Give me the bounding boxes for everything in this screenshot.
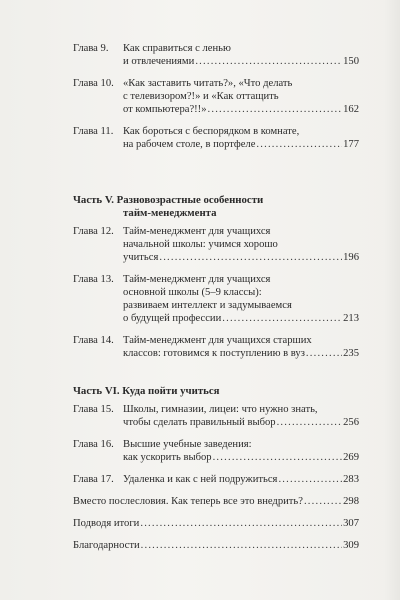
dot-leader (306, 347, 342, 360)
chapter-number: Глава 15. (73, 404, 114, 415)
chapter-title-line: от компьютера?!!» (123, 104, 207, 115)
chapter-title (123, 273, 359, 325)
chapter-title (73, 495, 359, 508)
dot-leader (304, 495, 342, 508)
chapter-title-line: и отвлечениями (123, 56, 195, 67)
chapter-title-last-line (73, 517, 359, 530)
chapter-number: Глава 12. (73, 226, 114, 237)
chapter-title-last-line (123, 251, 359, 264)
chapter-title-line: Как бороться с беспорядком в комнате, (123, 126, 300, 137)
chapter-title-last-line (123, 451, 359, 464)
toc-entry[interactable] (73, 495, 359, 508)
chapter-number: Глава 14. (73, 335, 114, 346)
chapter-title-line: развиваем интеллект и задумываемся (123, 300, 292, 311)
page-number: 235 (343, 348, 359, 359)
chapter-title-line: Высшие учебные заведения: (123, 439, 252, 450)
chapter-title-last-line (73, 495, 359, 508)
toc-entry[interactable] (73, 517, 359, 530)
dot-leader (195, 55, 342, 68)
toc-entry[interactable] (73, 334, 359, 360)
chapter-title-line: Тайм-менеджмент для учащихся (123, 226, 271, 237)
dot-leader (222, 312, 342, 325)
chapter-title-line: начальной школы: учимся хорошо (123, 239, 278, 250)
page-number: 162 (343, 104, 359, 115)
chapter-title-line: чтобы сделать правильный выбор (123, 417, 276, 428)
chapter-title-last-line (123, 55, 359, 68)
table-of-contents (73, 42, 359, 552)
page-number: 196 (343, 252, 359, 263)
chapter-title (73, 517, 359, 530)
chapter-title (123, 334, 359, 360)
chapter-title (123, 125, 359, 151)
page-number: 177 (343, 139, 359, 150)
part-heading (73, 194, 359, 220)
chapter-title (123, 473, 359, 486)
toc-entry[interactable] (73, 539, 359, 552)
page-number: 256 (343, 417, 359, 428)
toc-entry[interactable] (73, 77, 359, 116)
page-number: 307 (343, 518, 359, 529)
chapter-title (123, 225, 359, 264)
chapter-title-last-line (123, 416, 359, 429)
dot-leader (141, 539, 342, 552)
chapter-number: Глава 16. (73, 439, 114, 450)
dot-leader (208, 103, 343, 116)
toc-entry[interactable] (73, 273, 359, 325)
part-heading-line: Часть V. Разновозрастные особенности (73, 194, 264, 206)
part-heading-line: тайм-менеджмента (123, 207, 217, 219)
chapter-title (73, 539, 359, 552)
chapter-title-line: Удаленка и как с ней подружиться (123, 474, 278, 485)
section-gap (73, 160, 359, 178)
chapter-title-line: Школы, гимназии, лицеи: что нужно знать, (123, 404, 318, 415)
section-gap (73, 178, 359, 194)
chapter-title-last-line (123, 312, 359, 325)
dot-leader (256, 138, 342, 151)
part-heading (73, 385, 359, 398)
toc-entry[interactable] (73, 473, 359, 486)
section-gap (73, 369, 359, 385)
chapter-title-line: Тайм-менеджмент для учащихся (123, 274, 271, 285)
chapter-title-line: о будущей профессии (123, 313, 222, 324)
chapter-title-line: классов: готовимся к поступлению в вуз (123, 348, 305, 359)
chapter-title-last-line (123, 138, 359, 151)
dot-leader (277, 416, 343, 429)
chapter-number: Глава 17. (73, 474, 114, 485)
dot-leader (140, 517, 342, 530)
chapter-title-line: Благодарности (73, 540, 140, 551)
toc-entry[interactable] (73, 403, 359, 429)
chapter-number: Глава 9. (73, 43, 109, 54)
chapter-title-line: Тайм-менеджмент для учащихся старших (123, 335, 312, 346)
chapter-number: Глава 11. (73, 126, 114, 137)
chapter-title-line: Вместо послесловия. Как теперь все это внедрить? (73, 496, 303, 507)
chapter-title (123, 438, 359, 464)
chapter-title (123, 42, 359, 68)
chapter-title-last-line (123, 473, 359, 486)
chapter-title (123, 403, 359, 429)
chapter-title-line: основной школы (5–9 классы): (123, 287, 262, 298)
chapter-title-last-line (123, 103, 359, 116)
part-heading-line: Часть VI. Куда пойти учиться (73, 385, 220, 397)
chapter-number: Глава 13. (73, 274, 114, 285)
toc-entry[interactable] (73, 225, 359, 264)
chapter-title-line: учиться (123, 252, 159, 263)
page-number: 298 (343, 496, 359, 507)
toc-entry[interactable] (73, 125, 359, 151)
dot-leader (278, 473, 342, 486)
page-number: 283 (343, 474, 359, 485)
toc-entry[interactable] (73, 438, 359, 464)
page-number: 150 (343, 56, 359, 67)
dot-leader (213, 451, 343, 464)
chapter-title-last-line (73, 539, 359, 552)
chapter-title-line: на рабочем столе, в портфеле (123, 139, 256, 150)
chapter-title-line: «Как заставить читать?», «Что делать (123, 78, 293, 89)
page-number: 213 (343, 313, 359, 324)
toc-entry[interactable] (73, 42, 359, 68)
chapter-number: Глава 10. (73, 78, 114, 89)
page-number: 269 (343, 452, 359, 463)
chapter-title-line: с телевизором?!» и «Как оттащить (123, 91, 279, 102)
chapter-title-last-line (123, 347, 359, 360)
dot-leader (159, 251, 342, 264)
page-number: 309 (343, 540, 359, 551)
chapter-title-line: Как справиться с ленью (123, 43, 231, 54)
chapter-title-line: как ускорить выбор (123, 452, 212, 463)
chapter-title (123, 77, 359, 116)
chapter-title-line: Подводя итоги (73, 518, 140, 529)
